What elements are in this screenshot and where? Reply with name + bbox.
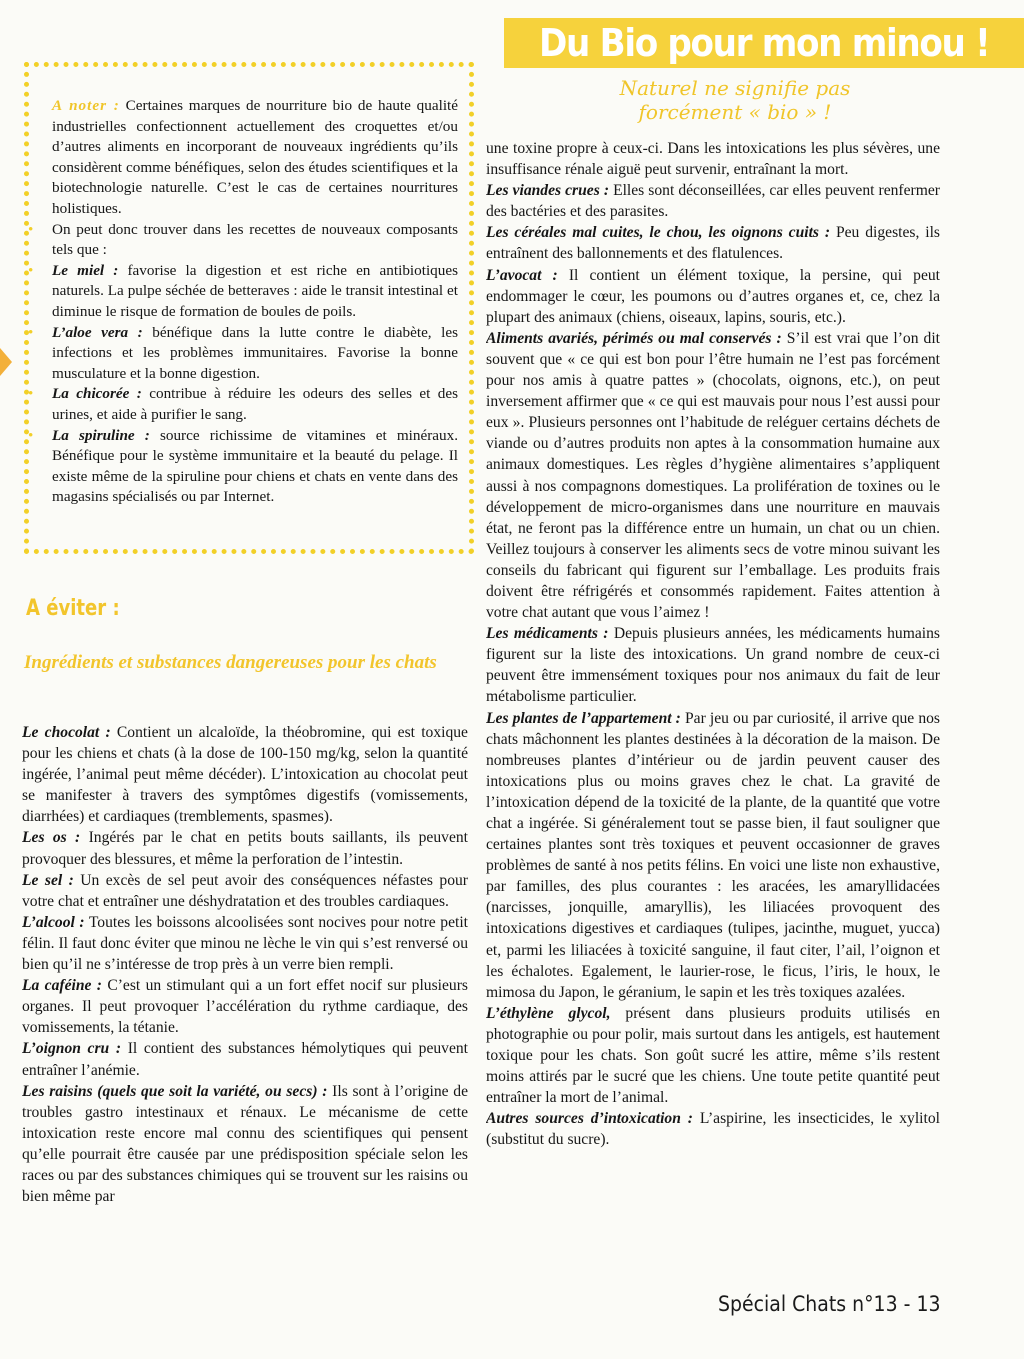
note-label: A noter : [52, 97, 120, 114]
item-text: présent dans plusieurs produits utilisés en photographie ou pour polir, mais surtout dans les antigels, est hautement toxique pour les chats. Son goût sucré les attire, même s’ils restent moins attirés par le sucré que les chiens. Une toute petite quantité peut entraîner la mort de l’animal. [486, 1004, 940, 1107]
note-item-term: La chicorée : [52, 385, 142, 403]
article-item [486, 328, 940, 623]
article-item [486, 623, 940, 707]
item-term: Les plantes de l’appartement : [486, 709, 681, 727]
article-item [22, 912, 468, 975]
article-item [22, 870, 468, 912]
note-lead: • On peut donc trouver dans les recettes de nouveaux composants tels que : [52, 220, 458, 261]
item-text: Toutes les boissons alcoolisées sont nocives pour notre petit félin. Il faut donc éviter que minou ne lèche le vin qui s’est renversé ou bien qu’il ne s’intéresse de trop près à un verre bien rempli. [22, 913, 468, 974]
note-item-text: contribue à réduire les odeurs des selles et des urines, et aide à purifier le sang. [52, 385, 458, 423]
header-banner [504, 18, 1024, 68]
item-text: Contient un alcaloïde, la théobromine, qui est toxique pour les chiens et chats (à la dose de 100-150 mg/kg, selon la quantité ingérée, l’animal peut même décéder). L’intoxication au chocolat peut se manifester à travers des symptômes digestifs (vomissements, diarrhées) et cardiaques (tremblements, spasmes). [22, 724, 468, 826]
article-item [486, 1003, 940, 1108]
item-text: Peu digestes, ils entraînent des ballonnements et des flatulences. [486, 224, 940, 263]
item-text: Ils sont à l’origine de troubles gastro intestinaux et rénaux. Le mécanisme de cette intoxication reste encore mal connu des scientifiques qui pensent qu’elle pourrait être causée par une prédisposition spéciale selon les races ou par des substances chimiques qui se trouvent sur les raisins ou bien même par [22, 1082, 468, 1206]
item-text: Elles sont déconseillées, car elles peuvent renfermer des bactéries et des parasites. [486, 182, 940, 221]
item-text: Il contient un élément toxique, la persine, qui peut endommager le cœur, les poumons ou d’autres organes et, ce, chez la plupart des animaux (chiens, oiseaux, lapins, souris, etc.). [486, 266, 940, 326]
item-text: Depuis plusieurs années, les médicaments humains figurent sur la liste des intoxications. Un grand nombre de ceux-ci peuvent être immensément toxiques pour nos animaux du fait de leur métabolisme particulier. [486, 625, 940, 706]
article-item [486, 265, 940, 328]
note-item-term: La spiruline : [52, 426, 150, 444]
note-item [52, 261, 458, 323]
item-term: Le sel : [22, 871, 74, 889]
item-term: Les raisins (quels que soit la variété, ou secs) : [22, 1082, 328, 1100]
article-item [22, 1081, 468, 1208]
item-term: L’avocat : [486, 266, 558, 284]
article-item [486, 180, 940, 222]
item-text: Par jeu ou par curiosité, il arrive que nos chats mâchonnent les plantes destinées à la décoration de la maison. De nombreuses plantes d’intérieur ou de jardin peuvent causer des intoxications plus ou moins graves chez le chat. La gravité de l’intoxication dépend de la toxicité de la plante, de la quantité que votre chat a ingérée. Si généralement tout se passe bien, il faut souligner que certaines plantes sont très toxiques et peuvent occasionner de graves problèmes de santé à nos petits félins. En voici une liste non exhaustive, par familles, des plus courantes : les aracées, les amaryllidacées (narcisses, jonquille, amaryllis), les liliacées provoquent des intoxications digestives et cardiaques (tulipes, jacinthe, muguet, yucca) et, parmi les liliacées à toxicité sanguine, il faut citer, l’ail, l’oignon et les échalotes. Egalement, le laurier-rose, le ficus, l’iris, le houx, le mimosa du Japon, le géranium, le sapin et les très toxiques azalées. [486, 709, 940, 1001]
note-item-term: L’aloe vera : [52, 323, 143, 341]
item-text: Il contient des substances hémolytiques qui peuvent entraîner l’anémie. [22, 1040, 468, 1079]
note-item-text: favorise la digestion et est riche en antibiotiques naturels. La pulpe séchée de betteraves : aide le transit intestinal et diminue le risque de formation de boules de poils. [52, 261, 459, 320]
article-item [22, 827, 468, 869]
item-term: La caféine : [22, 977, 102, 995]
note-item-text: bénéfique dans la lutte contre le diabète, les infections et les problèmes immunitaires. Favorise la bonne musculature et la bonne digestion. [52, 323, 458, 382]
page-subtitle: Naturel ne signifie pas forcément « bio » ! [619, 76, 851, 124]
item-term: Les médicaments : [486, 625, 609, 643]
section-title: A éviter : [26, 596, 120, 621]
left-column [22, 722, 468, 1278]
item-term: Les viandes crues : [486, 182, 610, 200]
note-intro-text: Certaines marques de nourriture bio de haute qualité industrielles confectionnent actuellement des croquettes et/ou d’autres aliments en incorporant de nouveaux ingrédients qu’ils considèrent comme bénéfiques, selon des études scientifiques et la biotechnologie naturelle. C’est le cas de certaines nourritures holistiques. [52, 97, 459, 217]
article-item [22, 1038, 468, 1080]
right-column [486, 138, 940, 1278]
note-item-text: source richissime de vitamines et minéraux. Bénéfique pour le système immunitaire et la beauté du pelage. Il existe même de la spiruline pour chiens et chats en vente dans des magasins spécialisés ou par Internet. [52, 426, 459, 506]
article-item [486, 708, 940, 1003]
item-text: L’aspirine, les insecticides, le xylitol (substitut du sucre). [486, 1110, 940, 1149]
note-item-term: Le miel : [52, 261, 119, 279]
article-item [22, 722, 468, 827]
item-text: Un excès de sel peut avoir des conséquences néfastes pour votre chat et entraîner une déshydratation et des troubles cardiaques. [22, 871, 468, 910]
item-term: L’alcool : [22, 913, 85, 931]
page-title: Du Bio pour mon minou ! [538, 21, 990, 65]
item-term: Autres sources d’intoxication : [486, 1110, 693, 1128]
note-box [52, 96, 458, 508]
page-edge-marker [0, 348, 12, 376]
note-intro [52, 96, 458, 220]
note-item [52, 323, 458, 385]
item-term: L’éthylène glycol, [486, 1004, 611, 1022]
item-term: Les céréales mal cuites, le chou, les oignons cuits : [486, 224, 831, 242]
item-text: S’il est vrai que l’on dit souvent que « ce qui est bon pour l’être humain ne l’est pas forcément pour nos amis à quatre pattes » (chocolats, oignons, etc.), on peut inversement affirmer que « ce qui est mauvais pour nous l’est aussi pour eux ». Plusieurs personnes ont l’habitude de reléguer certains déchets de viande ou d’autres produits non aptes à la consommation humaine aux animaux domestiques. Les règles d’hygiène alimentaires s’appliquent aussi à nos compagnons domestiques. La prolifération de toxines ou le développement de micro-organismes dans une nourriture en mauvais état, ne feront pas la différence entre un humain, un chat ou un chien. Veillez toujours à conserver les aliments secs de votre minou suivant les conseils du fabricant qui figurent sur l’emballage. Les produits frais doivent être réfrigérés et consommés rapidement. Faites attention à votre chat autant que vous l’aimez ! [486, 329, 940, 622]
item-term: Les os : [22, 829, 81, 847]
section-subtitle: Ingrédients et substances dangereuses pour les chats [24, 652, 437, 673]
article-item [486, 222, 940, 264]
article-item [486, 1108, 940, 1150]
item-term: Aliments avariés, périmés ou mal conservés : [486, 329, 782, 347]
item-text: C’est un stimulant qui a un fort effet nocif sur plusieurs organes. Il peut provoquer l’accélération du rythme cardiaque, des vomissements, la tétanie. [22, 977, 468, 1037]
item-text: Ingérés par le chat en petits bouts saillants, ils peuvent provoquer des blessures, et même la perforation de l’intestin. [22, 829, 468, 868]
page-footer: Spécial Chats n°13 - 13 [718, 1292, 941, 1316]
item-term: Le chocolat : [22, 724, 111, 741]
item-term: L’oignon cru : [22, 1040, 122, 1058]
note-item [52, 426, 458, 508]
note-item [52, 384, 458, 425]
continued-text: une toxine propre à ceux-ci. Dans les intoxications les plus sévères, une insuffisance rénale aiguë peut survenir, entraînant la mort. [486, 140, 940, 179]
article-item [22, 975, 468, 1038]
